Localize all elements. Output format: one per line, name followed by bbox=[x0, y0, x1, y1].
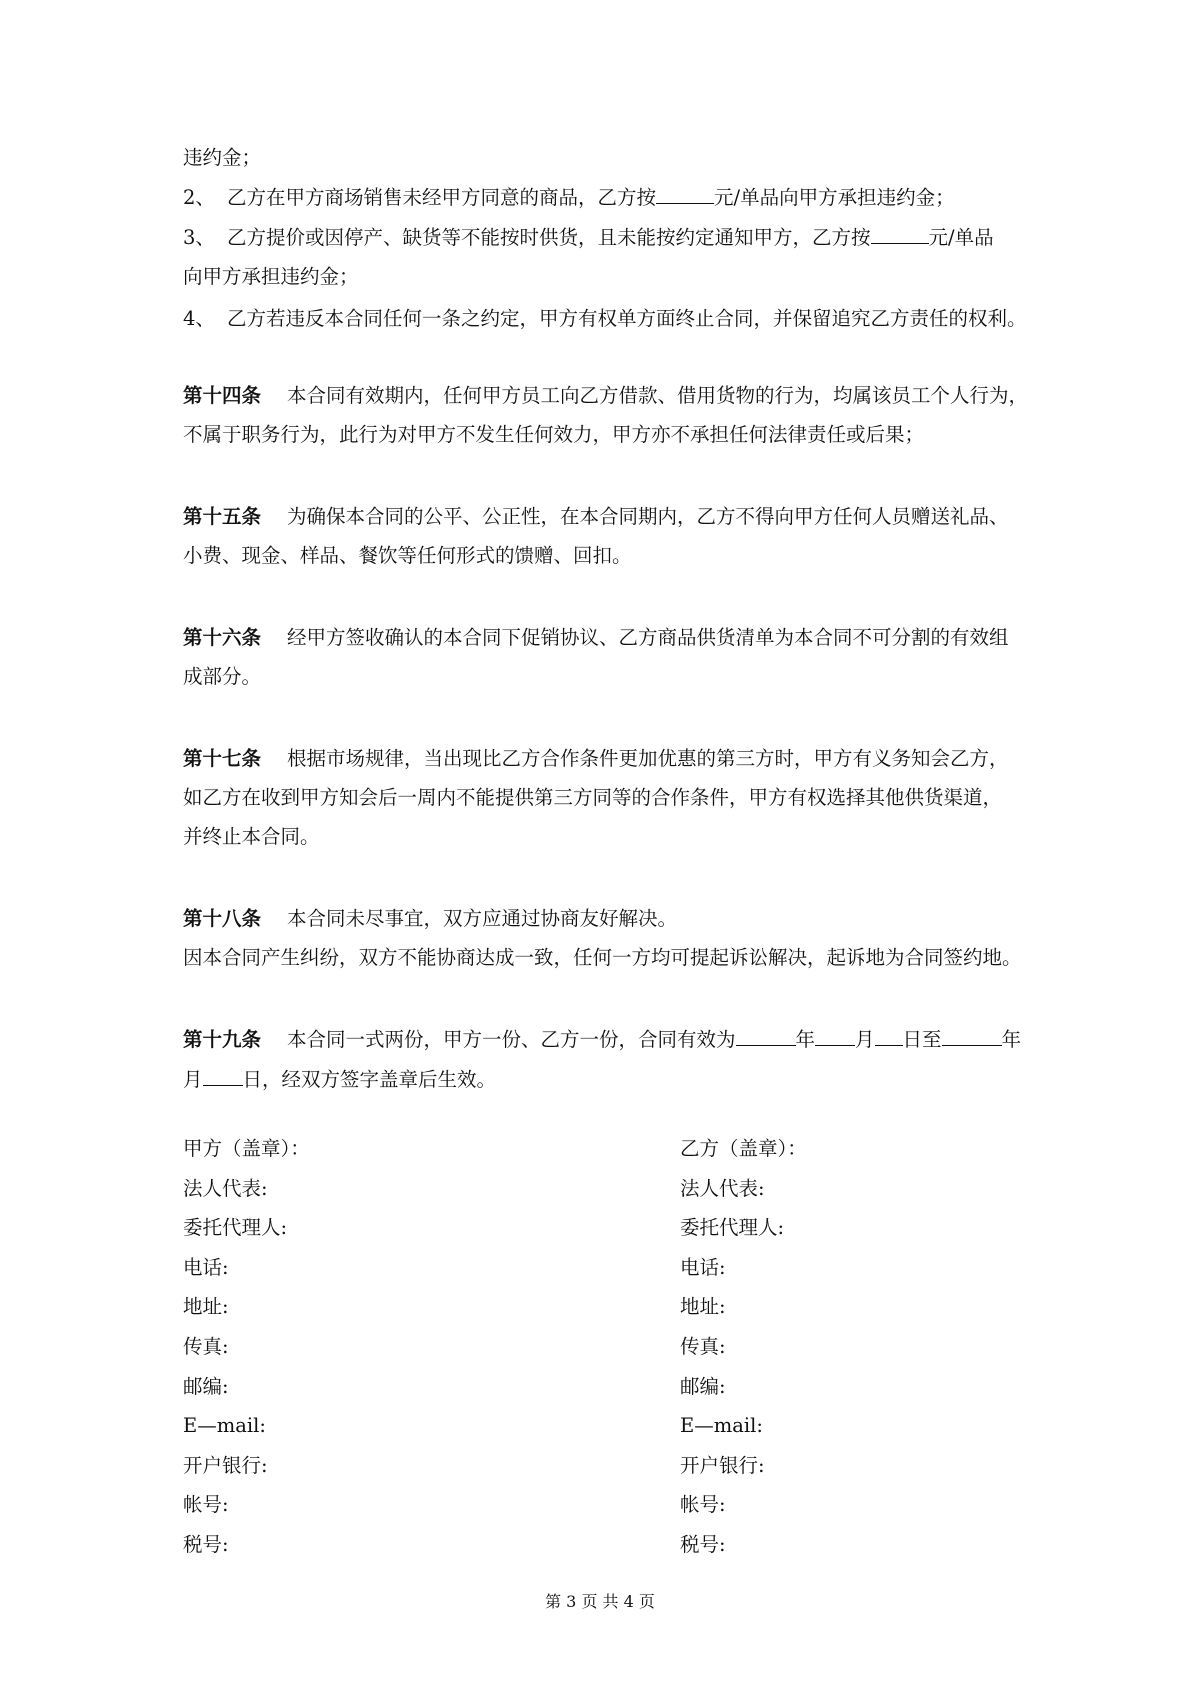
item-text: 元/单品 bbox=[928, 226, 994, 249]
party-a-fax: 传真: bbox=[183, 1335, 229, 1358]
party-a-agent: 委托代理人: bbox=[183, 1216, 288, 1239]
fill-blank bbox=[656, 184, 714, 204]
day-label: 日至 bbox=[902, 1028, 942, 1051]
clause-text: 经甲方签收确认的本合同下促销协议、乙方商品供货清单为本合同不可分割的有效组 bbox=[287, 626, 1009, 649]
clause-text: 根据市场规律，当出现比乙方合作条件更加优惠的第三方时，甲方有义务知会乙方， bbox=[287, 747, 1009, 770]
clause18-line1 bbox=[183, 905, 677, 933]
clause-title: 第十八条 bbox=[183, 907, 262, 930]
party-b-email: E—mail: bbox=[680, 1414, 763, 1437]
month-label: 月 bbox=[855, 1028, 875, 1051]
item-number: 3、 bbox=[183, 226, 215, 249]
clause16-line1 bbox=[183, 624, 1009, 652]
clause-title: 第十五条 bbox=[183, 505, 262, 528]
party-b-agent: 委托代理人: bbox=[680, 1216, 785, 1239]
month-blank bbox=[815, 1026, 855, 1046]
clause13-continuation: 违约金； bbox=[183, 146, 262, 169]
party-b-tax-id: 税号: bbox=[680, 1533, 726, 1556]
clause-title: 第十四条 bbox=[183, 384, 262, 407]
clause17-line1 bbox=[183, 745, 1009, 773]
clause19-line2 bbox=[183, 1066, 496, 1094]
clause18-line2: 因本合同产生纠纷，双方不能协商达成一致，任何一方均可提起诉讼解决，起诉地为合同签约地。 bbox=[183, 946, 1022, 969]
party-b-account: 帐号: bbox=[680, 1493, 726, 1516]
clause19-line1 bbox=[183, 1026, 1021, 1054]
clause-text: 为确保本合同的公平、公正性，在本合同期内，乙方不得向甲方任何人员赠送礼品、 bbox=[287, 505, 1009, 528]
party-a-email: E—mail: bbox=[183, 1414, 266, 1437]
clause13-item2 bbox=[183, 184, 955, 212]
day-blank bbox=[875, 1026, 903, 1046]
item-text: 乙方若违反本合同任何一条之约定，甲方有权单方面终止合同，并保留追究乙方责任的权利。 bbox=[227, 307, 1027, 330]
party-b-legal-rep: 法人代表: bbox=[680, 1177, 765, 1200]
clause16-line2: 成部分。 bbox=[183, 665, 262, 688]
year-label: 年 bbox=[795, 1028, 816, 1051]
clause-title: 第十六条 bbox=[183, 626, 262, 649]
page-footer: 第 3 页 共 4 页 bbox=[545, 1592, 655, 1611]
day-blank bbox=[203, 1066, 243, 1086]
party-a-bank: 开户银行: bbox=[183, 1454, 268, 1477]
clause13-item4 bbox=[183, 305, 1027, 333]
party-b-phone: 电话: bbox=[680, 1256, 726, 1279]
party-a-seal: 甲方（盖章）： bbox=[183, 1137, 310, 1160]
clause-text: 本合同未尽事宜，双方应通过协商友好解决。 bbox=[287, 907, 678, 930]
item-text: 乙方提价或因停产、缺货等不能按时供货，且未能按约定通知甲方，乙方按 bbox=[227, 226, 871, 249]
clause-title: 第十九条 bbox=[183, 1028, 262, 1051]
clause17-line2: 如乙方在收到甲方知会后一周内不能提供第三方同等的合作条件，甲方有权选择其他供货渠道， bbox=[183, 786, 1003, 809]
clause13-item3-cont: 向甲方承担违约金； bbox=[183, 265, 359, 288]
party-b-fax: 传真: bbox=[680, 1335, 726, 1358]
clause-title: 第十七条 bbox=[183, 747, 262, 770]
year-blank bbox=[942, 1026, 1002, 1046]
year-label: 年 bbox=[1001, 1028, 1022, 1051]
month-label: 月 bbox=[183, 1068, 203, 1091]
party-b-bank: 开户银行: bbox=[680, 1454, 765, 1477]
party-a-account: 帐号: bbox=[183, 1493, 229, 1516]
year-blank bbox=[736, 1026, 796, 1046]
party-a-postcode: 邮编: bbox=[183, 1375, 229, 1398]
clause13-item3 bbox=[183, 224, 994, 252]
clause14-line2: 不属于职务行为，此行为对甲方不发生任何效力，甲方亦不承担任何法律责任或后果； bbox=[183, 423, 925, 446]
clause14-line1 bbox=[183, 382, 1028, 410]
item-number: 2、 bbox=[183, 186, 215, 209]
party-a-tax-id: 税号: bbox=[183, 1533, 229, 1556]
fill-blank bbox=[871, 224, 929, 244]
clause-text: 本合同有效期内，任何甲方员工向乙方借款、借用货物的行为，均属该员工个人行为， bbox=[287, 384, 1029, 407]
item-text: 元/单品向甲方承担违约金； bbox=[714, 186, 955, 209]
item-text: 乙方在甲方商场销售未经甲方同意的商品，乙方按 bbox=[227, 186, 657, 209]
party-a-address: 地址: bbox=[183, 1295, 229, 1318]
clause-text: 日，经双方签字盖章后生效。 bbox=[242, 1068, 497, 1091]
clause15-line1 bbox=[183, 503, 1009, 531]
item-number: 4、 bbox=[183, 307, 215, 330]
party-b-address: 地址: bbox=[680, 1295, 726, 1318]
clause17-line3: 并终止本合同。 bbox=[183, 825, 320, 848]
clause15-line2: 小费、现金、样品、餐饮等任何形式的馈赠、回扣。 bbox=[183, 544, 632, 567]
party-b-postcode: 邮编: bbox=[680, 1375, 726, 1398]
party-b-seal: 乙方（盖章）： bbox=[680, 1137, 807, 1160]
party-a-legal-rep: 法人代表: bbox=[183, 1177, 268, 1200]
clause-text: 本合同一式两份，甲方一份、乙方一份，合同有效为 bbox=[287, 1028, 736, 1051]
party-a-phone: 电话: bbox=[183, 1256, 229, 1279]
